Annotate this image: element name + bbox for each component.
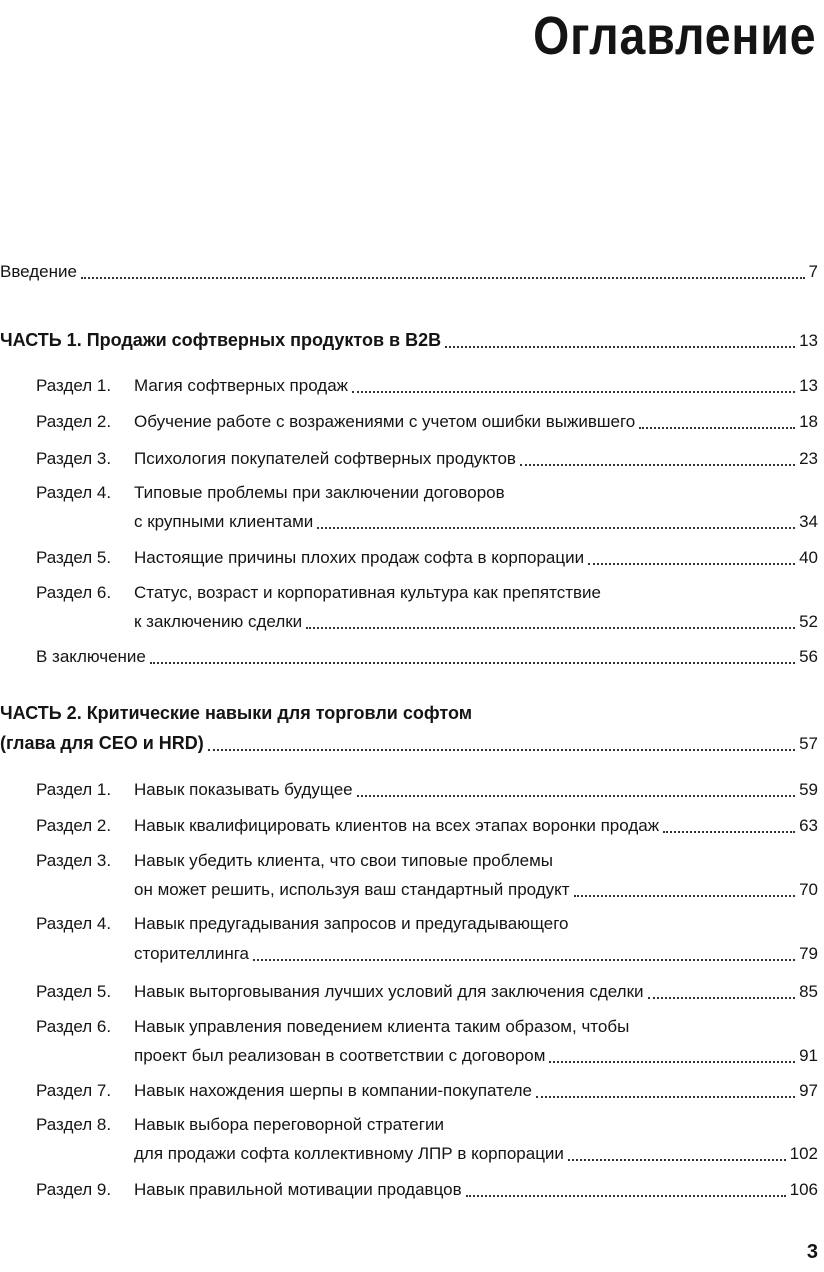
toc-section-title: Навык выторговывания лучших условий для заключения сделки <box>134 982 644 1001</box>
toc-section-title: проект был реализован в соответствии с договором <box>134 1046 546 1065</box>
toc-page-number: 79 <box>799 944 818 963</box>
toc-page-number: 7 <box>808 262 818 281</box>
toc-section-first-line[interactable] <box>36 1114 444 1136</box>
toc-section-first-line[interactable] <box>36 482 505 504</box>
toc-page-number: 23 <box>799 449 818 468</box>
toc-section-first-line[interactable] <box>36 913 568 935</box>
toc-page-number: 13 <box>799 376 818 395</box>
leader-dots <box>648 997 796 999</box>
toc-section-number: Раздел 6. <box>36 1017 112 1036</box>
toc-section-number: Раздел 2. <box>36 412 112 431</box>
toc-section-title: Типовые проблемы при заключении договоров <box>134 483 505 502</box>
toc-entry-intro[interactable] <box>0 261 818 283</box>
toc-section-title: он может решить, используя ваш стандартный продукт <box>134 880 570 899</box>
leader-dots <box>253 959 795 961</box>
leader-dots <box>639 427 795 429</box>
leader-dots <box>208 749 795 751</box>
leader-dots <box>306 627 795 629</box>
toc-section-number: Раздел 6. <box>36 583 112 602</box>
toc-section[interactable] <box>36 375 818 397</box>
toc-section-continuation[interactable] <box>134 511 818 533</box>
toc-section-title: Статус, возраст и корпоративная культура как препятствие <box>134 583 601 602</box>
toc-section[interactable] <box>36 815 818 837</box>
toc-part-2[interactable] <box>0 732 818 755</box>
toc-page-number: 63 <box>799 816 818 835</box>
toc-section[interactable] <box>36 779 818 801</box>
toc-section-number: Раздел 8. <box>36 1115 112 1134</box>
toc-part-1[interactable] <box>0 329 818 352</box>
toc-section-continuation[interactable] <box>134 1143 818 1165</box>
toc-section-number: Раздел 5. <box>36 548 112 567</box>
toc-section-title: Навык управления поведением клиента таким образом, чтобы <box>134 1017 630 1036</box>
toc-section[interactable] <box>36 448 818 470</box>
leader-dots <box>150 662 795 664</box>
toc-section-number: Раздел 1. <box>36 376 112 395</box>
toc-part-2-first-line[interactable] <box>0 702 472 724</box>
toc-entry-label: В заключение <box>36 647 146 666</box>
toc-section[interactable] <box>36 981 818 1003</box>
toc-section[interactable] <box>36 547 818 569</box>
toc-section-first-line[interactable] <box>36 582 601 604</box>
toc-section-title: Навык квалифицировать клиентов на всех этапах воронки продаж <box>134 816 660 835</box>
toc-page-number: 85 <box>799 982 818 1001</box>
leader-dots <box>520 464 795 466</box>
toc-part-label: (глава для CEO и HRD) <box>0 733 204 753</box>
leader-dots <box>588 563 795 565</box>
toc-section-number: Раздел 3. <box>36 449 112 468</box>
toc-page-number: 13 <box>799 331 818 350</box>
leader-dots <box>536 1096 795 1098</box>
toc-section-title: Обучение работе с возражениями с учетом ошибки выжившего <box>134 412 636 431</box>
toc-section-number: Раздел 1. <box>36 780 112 799</box>
leader-dots <box>568 1159 786 1161</box>
toc-section-continuation[interactable] <box>134 611 818 633</box>
toc-section-title: Навык нахождения шерпы в компании-покупателе <box>134 1081 532 1100</box>
toc-section-title: Навык выбора переговорной стратегии <box>134 1115 444 1134</box>
leader-dots <box>549 1061 795 1063</box>
toc-page-number: 57 <box>799 734 818 753</box>
leader-dots <box>574 895 796 897</box>
toc-section-number: Раздел 9. <box>36 1180 112 1199</box>
toc-part-label: ЧАСТЬ 1. Продажи софтверных продуктов в B2B <box>0 330 442 350</box>
leader-dots <box>445 346 795 348</box>
toc-section[interactable] <box>36 1080 818 1102</box>
toc-section[interactable] <box>36 1179 818 1201</box>
toc-section-title: Навык убедить клиента, что свои типовые проблемы <box>134 851 554 870</box>
toc-section-number: Раздел 5. <box>36 982 112 1001</box>
toc-section-number: Раздел 4. <box>36 914 112 933</box>
toc-page-number: 70 <box>799 880 818 899</box>
leader-dots <box>81 277 805 279</box>
leader-dots <box>317 527 795 529</box>
leader-dots <box>357 795 795 797</box>
toc-part-label: ЧАСТЬ 2. Критические навыки для торговли софтом <box>0 703 473 723</box>
toc-page-number: 52 <box>799 612 818 631</box>
toc-page-number: 102 <box>789 1144 818 1163</box>
toc-page-number: 34 <box>799 512 818 531</box>
toc-section-title: Навык предугадывания запросов и предугадывающего <box>134 914 569 933</box>
leader-dots <box>466 1195 786 1197</box>
toc-section-title: с крупными клиентами <box>134 512 314 531</box>
page-title: Оглавление <box>532 6 816 66</box>
toc-section-number: Раздел 2. <box>36 816 112 835</box>
leader-dots <box>663 831 795 833</box>
toc-page-number: 56 <box>799 647 818 666</box>
toc-entry-conclusion[interactable] <box>36 646 818 668</box>
toc-page-number: 97 <box>799 1081 818 1100</box>
toc-section-title: Навык правильной мотивации продавцов <box>134 1180 462 1199</box>
toc-section-first-line[interactable] <box>36 850 553 872</box>
toc-section-title: к заключению сделки <box>134 612 303 631</box>
toc-entry-label: Введение <box>0 262 77 281</box>
toc-page-number: 18 <box>799 412 818 431</box>
toc-section-continuation[interactable] <box>134 879 818 901</box>
toc-section-title: сторителлинга <box>134 944 249 963</box>
toc-section-number: Раздел 7. <box>36 1081 112 1100</box>
toc-page-number: 106 <box>789 1180 818 1199</box>
toc-page-number: 91 <box>799 1046 818 1065</box>
toc-section-number: Раздел 4. <box>36 483 112 502</box>
toc-section-continuation[interactable] <box>134 943 818 965</box>
toc-section-title: Психология покупателей софтверных продуктов <box>134 449 516 468</box>
toc-page-number: 40 <box>799 548 818 567</box>
leader-dots <box>352 391 795 393</box>
toc-section-title: для продажи софта коллективному ЛПР в корпорации <box>134 1144 564 1163</box>
toc-section-title: Настоящие причины плохих продаж софта в корпорации <box>134 548 585 567</box>
toc-section-title: Магия софтверных продаж <box>134 376 349 395</box>
toc-section-title: Навык показывать будущее <box>134 780 353 799</box>
page-number: 3 <box>806 1241 818 1263</box>
toc-section[interactable] <box>36 411 818 433</box>
toc-section-continuation[interactable] <box>134 1045 818 1067</box>
toc-page-number: 59 <box>799 780 818 799</box>
toc-section-first-line[interactable] <box>36 1016 629 1038</box>
toc-section-number: Раздел 3. <box>36 851 112 870</box>
